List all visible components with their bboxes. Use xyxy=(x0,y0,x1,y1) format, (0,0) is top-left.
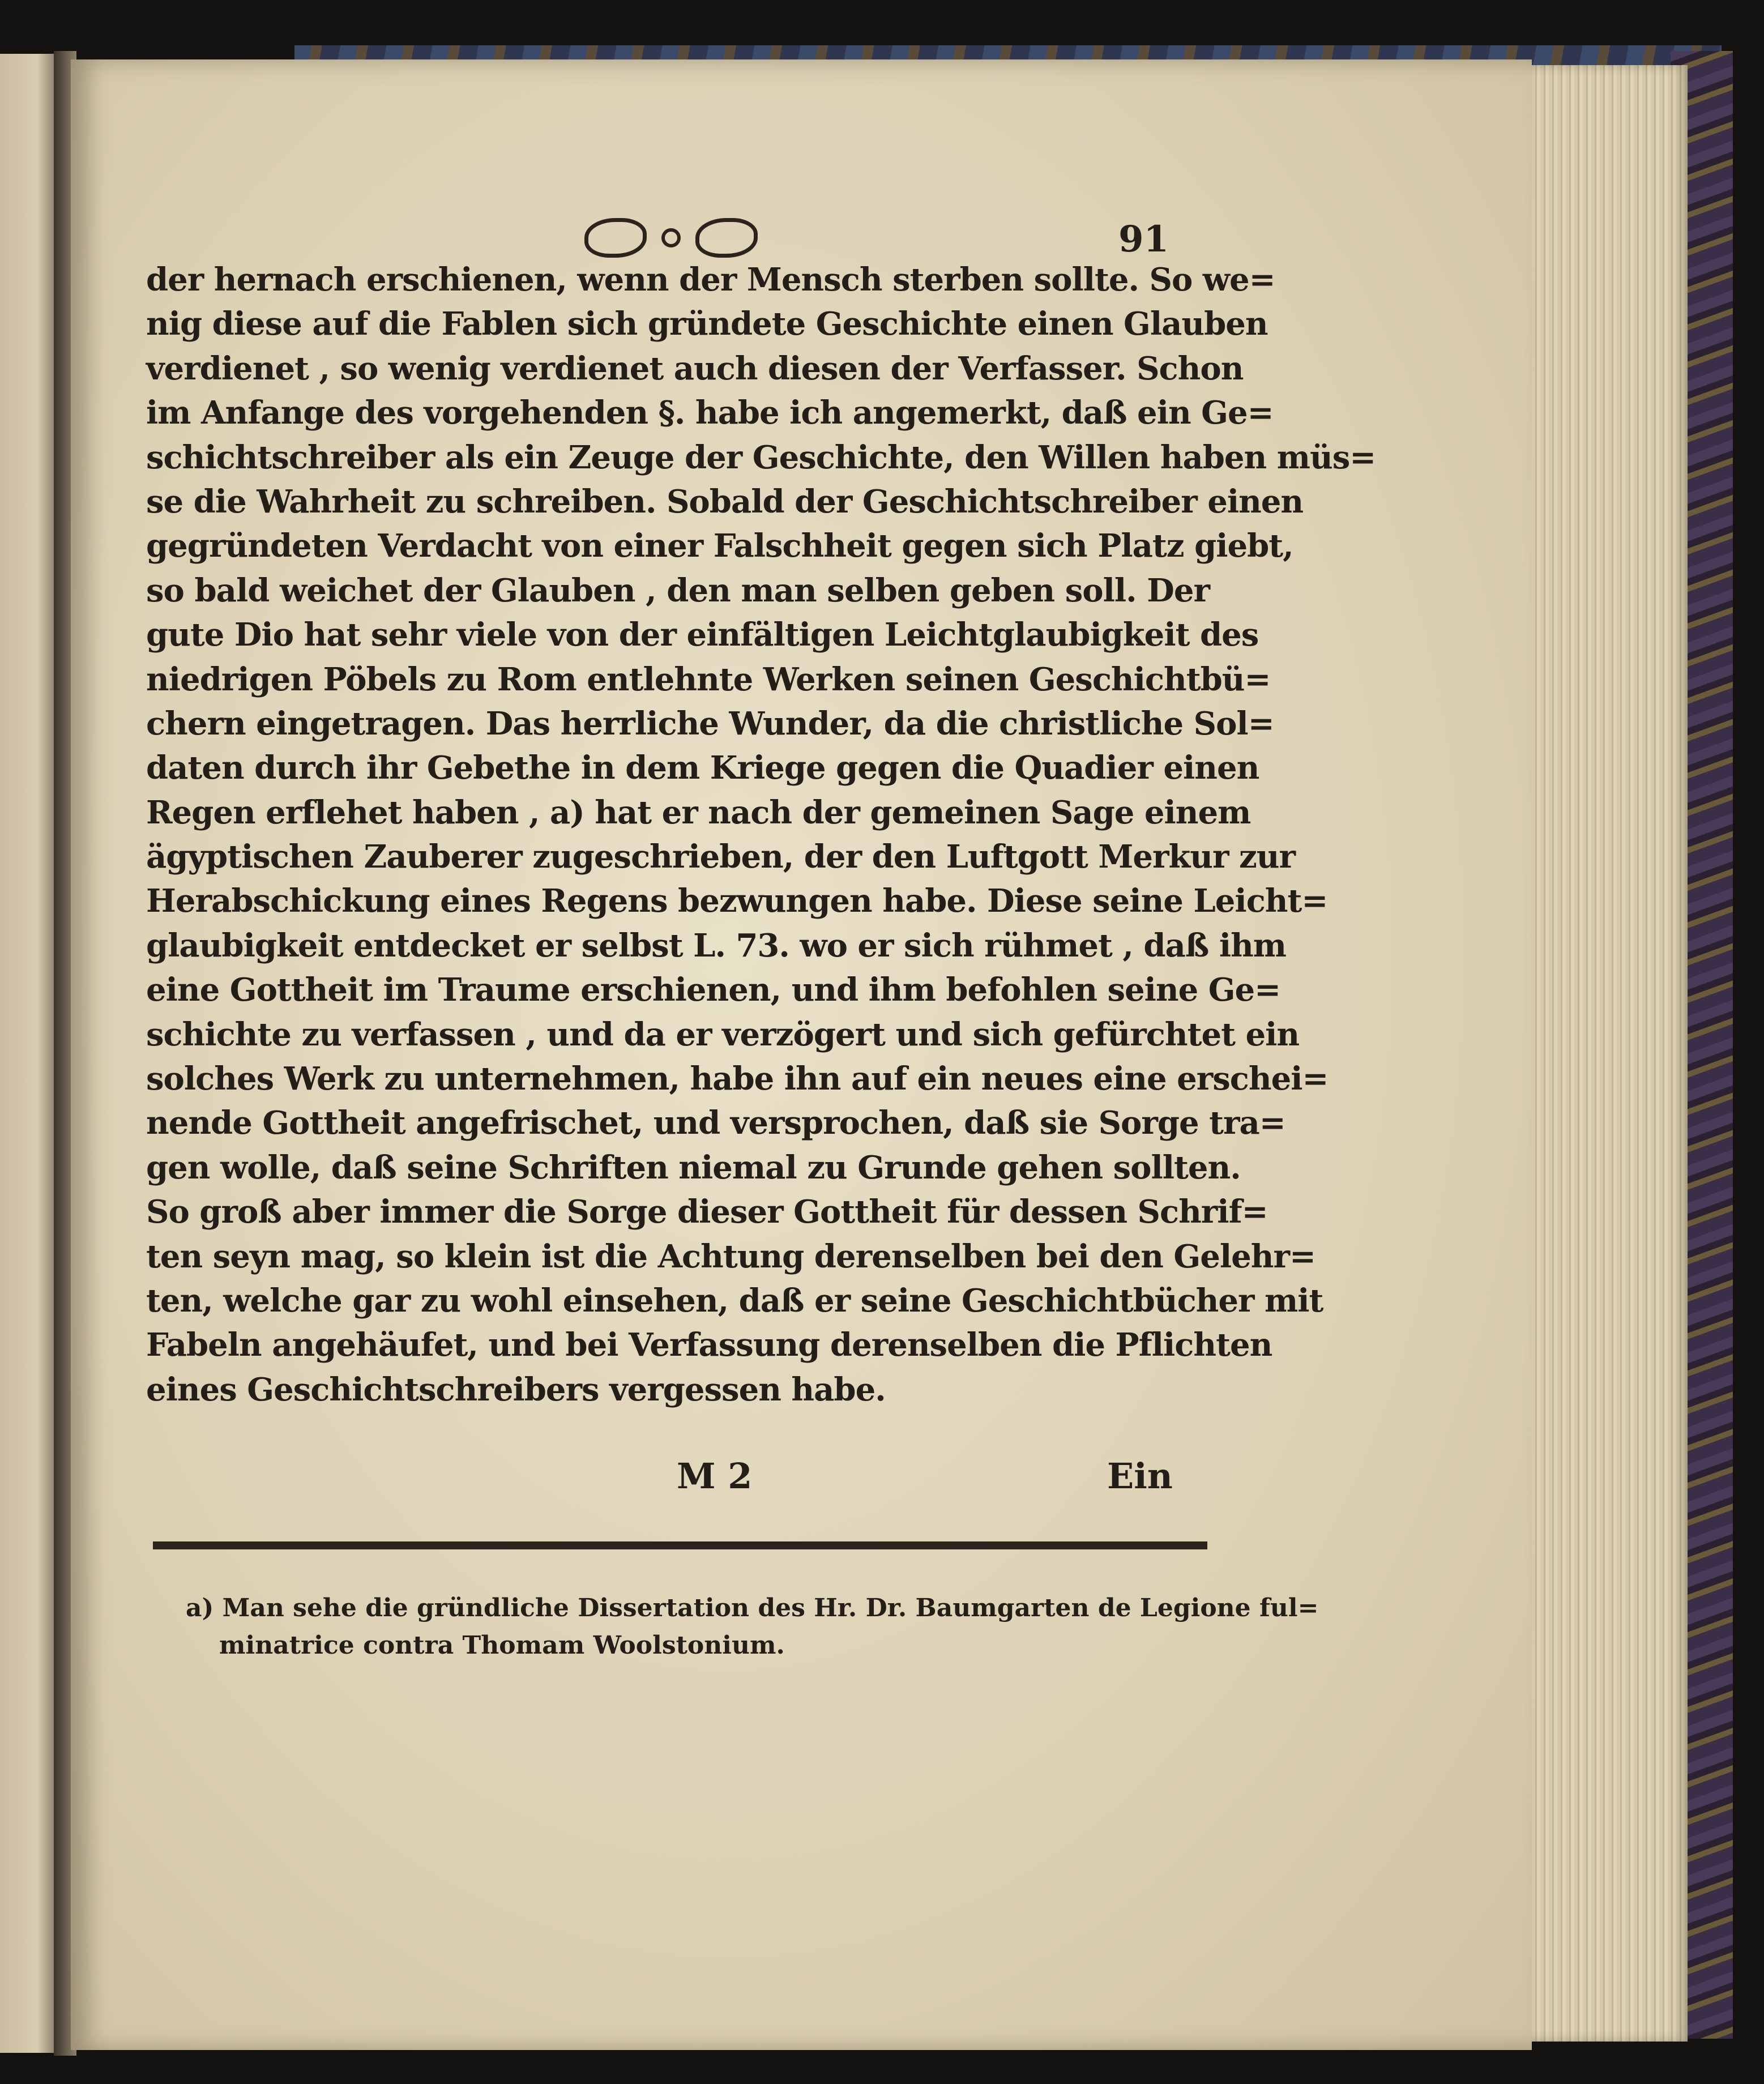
text-line: so bald weichet der Glauben , den man selben geben soll. Der xyxy=(146,571,1210,609)
text-line: se die Wahrheit zu schreiben. Sobald der Geschichtschreiber einen xyxy=(146,482,1304,520)
text-line: im Anfange des vorgehenden §. habe ich angemerkt, daß ein Ge= xyxy=(146,394,1274,432)
stacked-page-edges xyxy=(1523,65,1688,2042)
ornament-left-icon xyxy=(584,218,647,258)
footnote-line: a) Man sehe die gründliche Dissertation des Hr. Dr. Baumgarten de Legione ful= xyxy=(186,1594,1319,1622)
text-line: verdienet , so wenig verdienet auch diesen der Verfasser. Schon xyxy=(146,349,1244,387)
text-line: Fabeln angehäufet, und bei Verfassung derenselben die Pflichten xyxy=(146,1326,1272,1364)
text-line: eines Geschichtschreibers vergessen habe. xyxy=(146,1370,886,1408)
ornament-center-icon xyxy=(661,228,681,247)
text-line: ägyptischen Zauberer zugeschrieben, der den Luftgott Merkur zur xyxy=(146,838,1296,876)
text-line: solches Werk zu unternehmen, habe ihn auf ein neues eine erschei= xyxy=(146,1060,1329,1098)
text-line: nende Gottheit angefrischet, und versprochen, daß sie Sorge tra= xyxy=(146,1104,1285,1142)
page-number: 91 xyxy=(1118,218,1169,260)
text-line: nig diese auf die Fablen sich gründete Geschichte einen Glauben xyxy=(146,305,1268,343)
text-line: ten, welche gar zu wohl einsehen, daß er seine Geschichtbücher mit xyxy=(146,1282,1323,1319)
facing-page-edge xyxy=(0,54,62,2053)
text-line: Regen erflehet haben , a) hat er nach der gemeinen Sage einem xyxy=(146,793,1251,831)
text-line: gute Dio hat sehr viele von der einfältigen Leichtglaubigkeit des xyxy=(146,616,1259,654)
text-line: schichte zu verfassen , und da er verzögert und sich gefürchtet ein xyxy=(146,1015,1300,1053)
text-line: eine Gottheit im Traume erschienen, und ihm befohlen seine Ge= xyxy=(146,971,1281,1009)
footnote-rule xyxy=(153,1541,1207,1549)
text-line: schichtschreiber als ein Zeuge der Geschichte, den Willen haben müs= xyxy=(146,438,1376,476)
text-line: Herabschickung eines Regens bezwungen habe. Diese seine Leicht= xyxy=(146,882,1328,920)
text-line: der hernach erschienen, wenn der Mensch sterben sollte. So we= xyxy=(146,261,1275,298)
text-line: ten seyn mag, so klein ist die Achtung derenselben bei den Gelehr= xyxy=(146,1237,1315,1275)
text-line: chern eingetragen. Das herrliche Wunder, da die christliche Sol= xyxy=(146,704,1274,742)
text-line: daten durch ihr Gebethe in dem Kriege gegen die Quadier einen xyxy=(146,749,1259,787)
body-text xyxy=(146,258,1376,1412)
header-ornament-icon xyxy=(566,212,776,263)
text-line: glaubigkeit entdecket er selbst L. 73. wo er sich rühmet , daß ihm xyxy=(146,926,1287,964)
text-line: gegründeten Verdacht von einer Falschheit gegen sich Platz giebt, xyxy=(146,527,1293,565)
text-line: niedrigen Pöbels zu Rom entlehnte Werken seinen Geschichtbü= xyxy=(146,660,1271,698)
signature-mark: M 2 xyxy=(677,1455,753,1497)
text-line: gen wolle, daß seine Schriften niemal zu Grunde gehen sollten. xyxy=(146,1148,1241,1186)
catchword: Ein xyxy=(1107,1455,1173,1497)
text-line: So groß aber immer die Sorge dieser Gottheit für dessen Schrif= xyxy=(146,1193,1268,1231)
footnote-line: minatrice contra Thomam Woolstonium. xyxy=(219,1631,785,1660)
ornament-right-icon xyxy=(695,218,758,258)
